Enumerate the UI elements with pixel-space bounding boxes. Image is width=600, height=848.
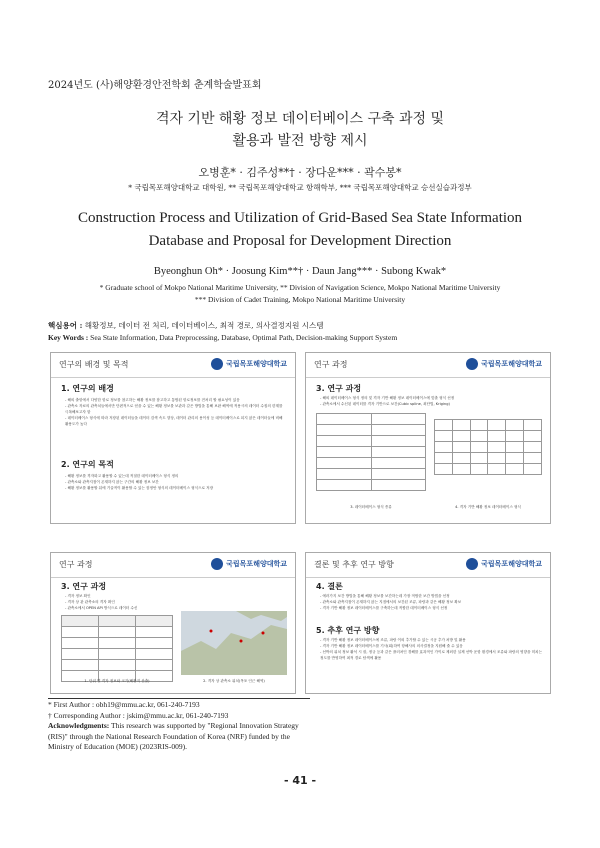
- bullet-list: [320, 637, 542, 661]
- section-heading: 3. 연구 과정: [61, 582, 107, 591]
- footnotes: [48, 700, 310, 753]
- korean-affiliations: * 국립목포해양대학교 대학원, ** 국립목포해양대학교 항해학부, *** 국립목포해양대학교 승선실습과정부: [128, 183, 472, 192]
- section-heading: 5. 추후 연구 방향: [316, 626, 380, 635]
- divider: [51, 577, 295, 578]
- section-heading: 4. 결론: [316, 582, 343, 591]
- keywords-english: [48, 333, 397, 342]
- panel-conclusion: [305, 552, 551, 694]
- list-item: - 해외 데이터베이스 형식 정의 및 격자 기반 해황 정보 데이터베이스에 맞춘 형식 선정: [320, 396, 455, 400]
- page-number: - 41 -: [283, 774, 317, 787]
- keywords-korean: [48, 320, 323, 331]
- panel-process-2: [50, 552, 296, 694]
- list-item: - 관측소와 관측지점이 존재하지 않는 구간의 해황 정보 보간: [65, 480, 159, 484]
- grid-database-table: [434, 419, 542, 475]
- panel-process-1: [305, 352, 551, 524]
- keywords-korean-label: 핵심용어 :: [48, 321, 83, 330]
- emblem-icon: [466, 558, 478, 570]
- corresponding-author-note: † Corresponding Author : jskim@mmu.ac.kr, 061-240-7193: [48, 710, 229, 720]
- section-heading: 2. 연구의 목적: [61, 460, 114, 469]
- list-item: - 격자 상 관 관측소의 격자 확인: [65, 600, 115, 604]
- database-format-table: [316, 413, 426, 491]
- list-item: - 관측소 자료의 관측치들에서만 단편적으로 얻을 수 있는 해황 정보를 보관과 같은 방법을 통해 보완 해역에 적용시켜 데이터 수집의 한계를 극복해보고자 함: [65, 404, 283, 414]
- list-item: - 관측소에서 수신된 데이터를 격자 기반으로 보간(Cubic spline, 최단법, Kriging): [320, 402, 450, 406]
- panel-title: 결론 및 추후 연구 방향: [314, 560, 394, 569]
- english-title-line-2: Database and Proposal for Development Direction: [148, 233, 452, 249]
- list-item: - 에러가지 보간 방법을 통해 해황 정보를 보간하는데 가장 적합한 보간 방법을 선정: [320, 594, 450, 598]
- korean-title-line-1: 격자 기반 해황 정보 데이터베이스 구축 과정 및: [155, 111, 445, 127]
- station-marker: [240, 640, 243, 643]
- bullet-list: [65, 397, 287, 427]
- logo-text: 국립목포해양대학교: [481, 560, 542, 568]
- section-heading: 1. 연구의 배경: [61, 384, 114, 393]
- english-affiliation-2: *** Division of Cadet Training, Mokpo National Maritime University: [194, 295, 406, 304]
- keywords-english-text: Sea State Information, Data Preprocessing, Database, Optimal Path, Decision-making Support System: [90, 333, 398, 342]
- first-author-note: * First Author : obh19@mmu.ac.kr, 061-240-7193: [48, 700, 200, 709]
- conference-header: 2024년도 (사)해양환경안전학회 춘계학술발표회: [48, 80, 262, 91]
- korean-title-line-2: 활용과 발전 방향 제시: [232, 133, 368, 149]
- university-logo: [211, 357, 287, 371]
- english-authors: Byeonghun Oh* · Joosung Kim**† · Daun Jang*** · Subong Kwak*: [153, 266, 447, 277]
- university-logo: [466, 357, 542, 371]
- list-item: - 관측소와 관측지점이 존재하지 않는 지점에서의 보간된 조류, 파랑과 같은 해황 정보 확보: [320, 600, 462, 604]
- list-item: - 격자 기반 해황 정보 데이터베이스를 구축하는데 적합한 데이터베이스 형식 선정: [320, 606, 448, 610]
- logo-text: 국립목포해양대학교: [226, 360, 287, 368]
- figure-caption: 1. 단위 별 격자 정보와 크기(해황지 산출): [84, 679, 150, 683]
- bullet-list: [320, 395, 542, 407]
- keywords-english-label: Key Words :: [48, 333, 89, 342]
- list-item: - 격자 기반 해황 정보 데이터베이스에 조류, 파랑 이외 추가할 수 있는 시공 추가 처방 및 활용: [320, 638, 466, 642]
- divider: [306, 577, 550, 578]
- station-marker: [262, 632, 265, 635]
- station-map: [181, 611, 287, 675]
- list-item: - 관측소에서 OPEN API 방식으로 데이터 수신: [65, 606, 138, 610]
- ack-label: Acknowledgments:: [48, 721, 110, 730]
- list-item: - 해황 정보를 활용할 뒤에 기술적이 활용할 수 있는 잠정안 형식의 데이터베이스 형식으로 저장: [65, 486, 214, 490]
- ack-text: This research was supported by "Regional Innovation Strategy (RIS)" through the National Research Foundation of Korea (NRF) funded by the Ministry of Education (MOE) (2023RIS-009).: [48, 721, 299, 751]
- grid-size-table: [61, 615, 173, 682]
- list-item: - 데이터베이스 형식에 따라 저장된 데이터들을 데이터 검색 속도 향상, 데이터 관리의 용이성 등 데이터베이스로 되지 않은 데이터들에 비해 활용도가 높다: [65, 416, 283, 426]
- divider: [306, 377, 550, 378]
- divider: [51, 377, 295, 378]
- section-heading: 3. 연구 과정: [316, 384, 362, 393]
- university-logo: [466, 557, 542, 571]
- footnote-rule: [48, 698, 310, 699]
- figure-caption: 4. 격자 기반 해황 정보 데이터베이스 형식: [455, 505, 521, 509]
- list-item: - 격자 기반 해황 정보 데이터베이스를 기사(회)하여 항해사의 의사결정을 지원해 줄 수 있음: [320, 644, 463, 648]
- list-item: - 선박의 위치 정보 활석 시 잘, 정규 등과 같은 플러처인 경해를 효과적인 가이로 제외한 실제 선박 운항 환경에서 조류와 파랑의 영향을 미치는 정도를 반영하여 최적 경로 탐색에 활용: [320, 650, 542, 660]
- panel-title: 연구 과정: [314, 360, 348, 369]
- bullet-list: [65, 473, 287, 491]
- korean-authors: 오병훈* · 김주성**† · 장다운*** · 곽수봉*: [198, 166, 402, 179]
- emblem-icon: [466, 358, 478, 370]
- emblem-icon: [211, 558, 223, 570]
- keywords-korean-text: 해황정보, 데이터 전 처리, 데이터베이스, 최적 경로, 의사결정지원 시스템: [84, 321, 324, 330]
- english-affiliation-1: * Graduate school of Mokpo National Maritime University, ** Division of Navigation Science, Mokpo National Maritime University: [99, 283, 501, 292]
- university-logo: [211, 557, 287, 571]
- panel-background: [50, 352, 296, 524]
- figure-caption: 3. 데이터베이스 형식 종류: [350, 505, 392, 509]
- logo-text: 국립목포해양대학교: [226, 560, 287, 568]
- list-item: - 해외 출항에서 다양한 항로 정보를 참고하는 해황 정보를 참고하고 통합된 항로정보를 전처리 할 필요성이 있음: [65, 398, 240, 402]
- emblem-icon: [211, 358, 223, 370]
- english-title-line-1: Construction Process and Utilization of Grid-Based Sea State Information: [77, 210, 523, 226]
- bullet-list: [320, 593, 542, 611]
- panel-title: 연구 과정: [59, 560, 93, 569]
- list-item: - 격자 정보 확인: [65, 594, 91, 598]
- figure-caption: 2. 격자 상 관측소 위치(목포 인근 해역): [203, 679, 265, 683]
- logo-text: 국립목포해양대학교: [481, 360, 542, 368]
- list-item: - 해황 정보를 격자화고 활용할 수 있는데 적절한 데이터베이스 형식 정의: [65, 474, 179, 478]
- bullet-list: [65, 593, 287, 611]
- panel-title: 연구의 배경 및 목적: [59, 360, 129, 369]
- acknowledgments: [48, 721, 310, 753]
- station-marker: [210, 630, 213, 633]
